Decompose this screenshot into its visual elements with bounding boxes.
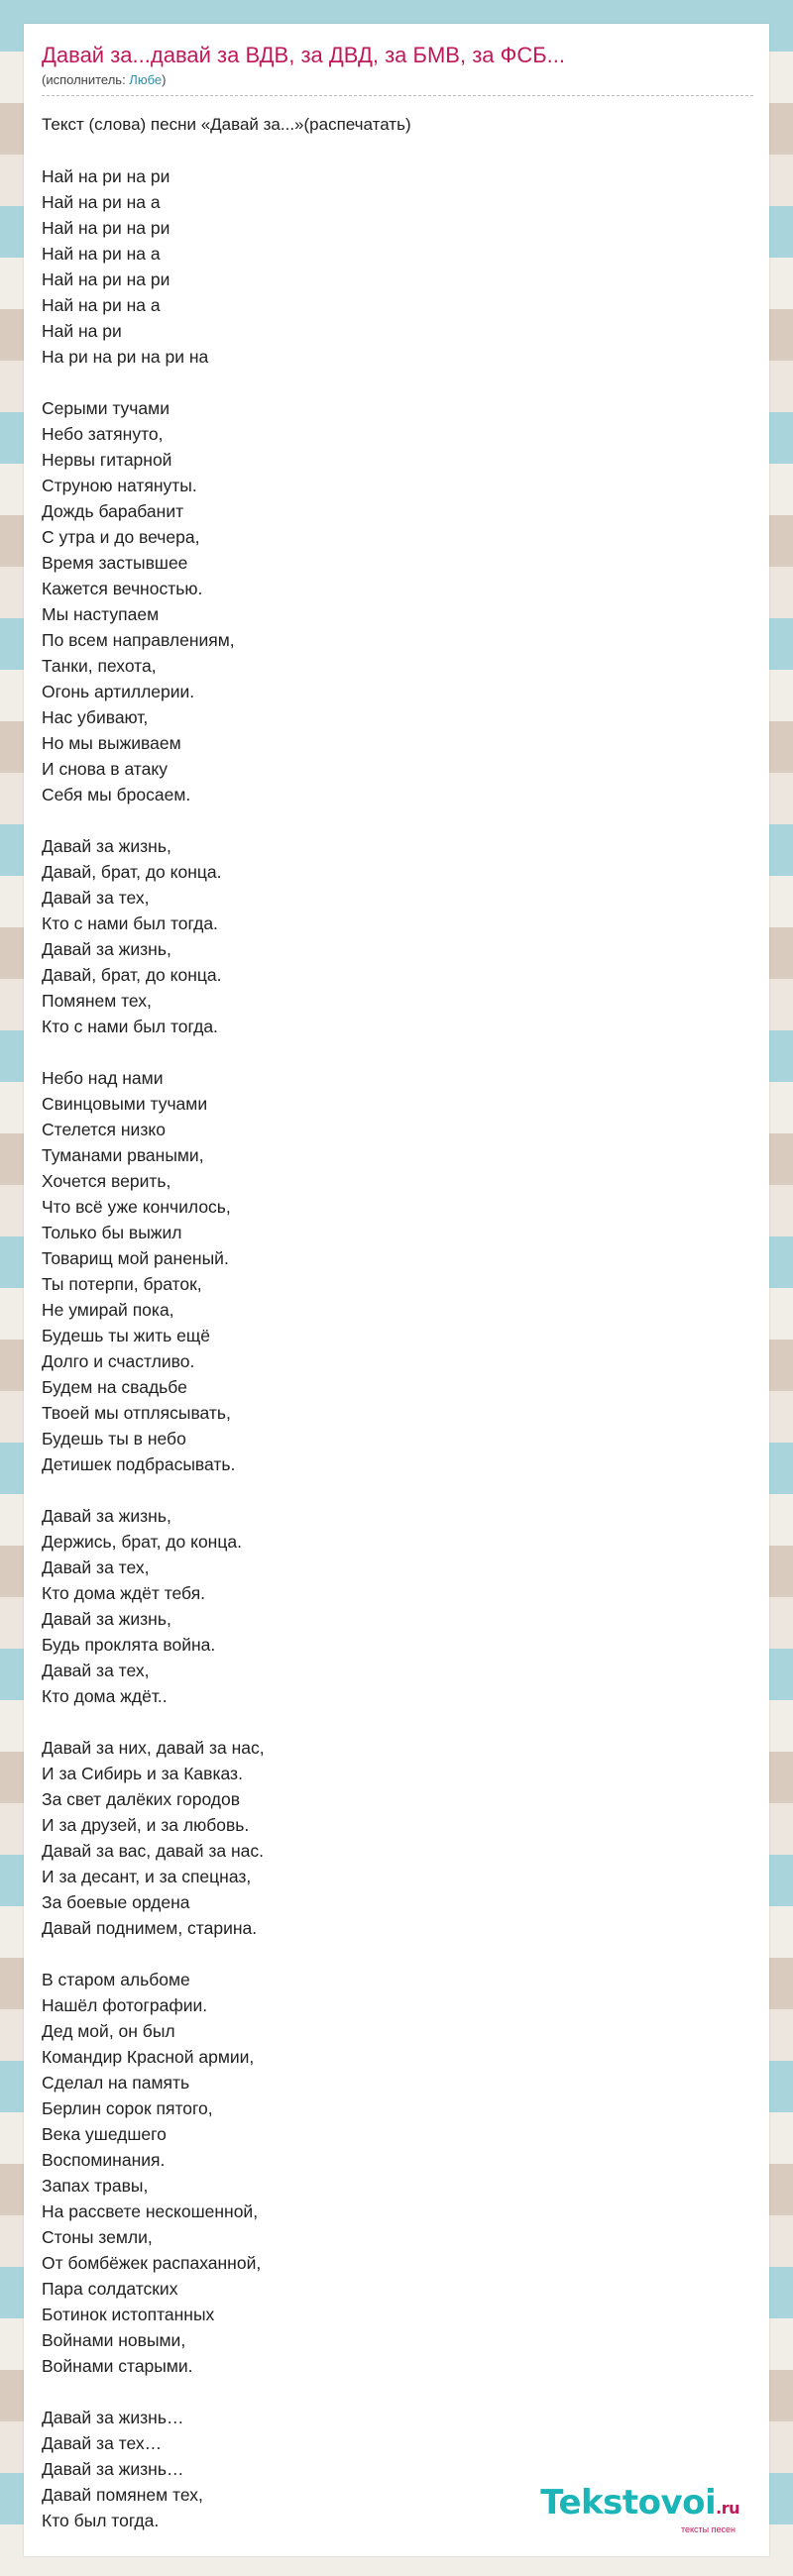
lyric-line: Не умирай пока,: [42, 1300, 174, 1320]
lyric-line: На ри на ри на ри на: [42, 347, 209, 367]
lyric-line: Дед мой, он был: [42, 2021, 175, 2041]
lyrics-stanza: [42, 833, 753, 1039]
lyric-line: Давай за жизнь,: [42, 939, 171, 959]
lyric-line: Стелется низко: [42, 1120, 166, 1139]
lyric-line: Нашёл фотографии.: [42, 1995, 208, 2015]
lyric-line: Давай за жизнь,: [42, 836, 171, 856]
lyric-line: Струною натянуты.: [42, 476, 197, 495]
logo-main-text: Tekstovoi: [540, 2483, 717, 2522]
lyric-line: Туманами рваными,: [42, 1145, 204, 1165]
lyric-line: Давай за жизнь…: [42, 2408, 184, 2427]
lyric-line: Най на ри на ри: [42, 218, 170, 238]
lyric-line: Командир Красной армии,: [42, 2047, 255, 2067]
performer-line: [42, 71, 753, 96]
logo-tld: .ru: [716, 2499, 739, 2518]
lyric-line: Твоей мы отплясывать,: [42, 1403, 231, 1423]
lyric-line: Кто был тогда.: [42, 2511, 160, 2530]
lyric-line: Но мы выживаем: [42, 733, 181, 753]
lyric-line: Ботинок истоптанных: [42, 2305, 215, 2324]
lyric-line: Пара солдатских: [42, 2279, 178, 2299]
lyric-line: Давай за тех…: [42, 2433, 163, 2453]
lyric-line: И за друзей, и за любовь.: [42, 1815, 250, 1835]
lyric-line: На рассвете нескошенной,: [42, 2201, 259, 2221]
lyric-line: Давай за жизнь,: [42, 1506, 171, 1526]
lyric-line: Только бы выжил: [42, 1223, 182, 1242]
lyric-line: Давай поднимем, старина.: [42, 1918, 258, 1938]
lyrics-stanza: [42, 1503, 753, 1709]
lyric-line: Най на ри на ри: [42, 269, 170, 289]
lyric-line: Най на ри на ри: [42, 166, 170, 186]
lyric-line: Най на ри: [42, 321, 122, 341]
lyric-line: Огонь артиллерии.: [42, 682, 195, 701]
lyric-line: Войнами новыми,: [42, 2330, 186, 2350]
lyric-line: Най на ри на а: [42, 192, 161, 212]
lyric-line: Небо над нами: [42, 1068, 164, 1088]
lyric-line: Детишек подбрасывать.: [42, 1454, 236, 1474]
lyric-line: Нервы гитарной: [42, 450, 172, 470]
lyric-line: Сделал на память: [42, 2073, 190, 2093]
lyric-line: Давай за тех,: [42, 888, 150, 908]
lyric-line: Давай помянем тех,: [42, 2485, 203, 2505]
lyric-line: Запах травы,: [42, 2176, 149, 2196]
lyric-line: Давай за тех,: [42, 1557, 150, 1577]
performer-prefix: (исполнитель:: [42, 72, 130, 87]
lyric-line: Стоны земли,: [42, 2227, 153, 2247]
content-card: [24, 24, 769, 2556]
lyric-line: Кто с нами был тогда.: [42, 913, 218, 933]
lyric-line: Товарищ мой раненый.: [42, 1248, 229, 1268]
lyric-line: Берлин сорок пятого,: [42, 2098, 213, 2118]
lyric-line: Будешь ты жить ещё: [42, 1326, 211, 1345]
lyric-line: Кто дома ждёт тебя.: [42, 1583, 206, 1603]
lyrics-stanza: [42, 163, 753, 370]
page-title: Давай за...давай за ВДВ, за ДВД, за БМВ, за ФСБ...: [42, 43, 566, 67]
lyric-line: Небо затянуто,: [42, 424, 164, 444]
lyrics-stanza: [42, 1967, 753, 2379]
lyrics-stanza: [42, 1735, 753, 1941]
lyric-line: Кто дома ждёт..: [42, 1686, 168, 1706]
lyric-line: Воспоминания.: [42, 2150, 166, 2170]
song-heading: [42, 112, 753, 138]
lyrics-stanza: [42, 395, 753, 807]
lyric-line: Кажется вечностью.: [42, 579, 203, 598]
lyric-line: Най на ри на а: [42, 244, 161, 264]
print-link[interactable]: (распечатать): [303, 115, 411, 134]
song-label: Текст (слова) песни «Давай за...»: [42, 115, 304, 134]
lyric-line: Века ушедшего: [42, 2124, 167, 2144]
lyric-line: Нас убивают,: [42, 707, 149, 727]
lyric-line: Будем на свадьбе: [42, 1377, 187, 1397]
lyric-line: И за Сибирь и за Кавказ.: [42, 1764, 243, 1783]
lyric-line: Давай за вас, давай за нас.: [42, 1841, 265, 1861]
lyric-line: Давай за жизнь…: [42, 2459, 184, 2479]
lyric-line: Дождь барабанит: [42, 501, 184, 521]
lyric-line: По всем направлениям,: [42, 630, 235, 650]
lyric-line: Держись, брат, до конца.: [42, 1532, 242, 1552]
lyric-line: Най на ри на а: [42, 295, 161, 315]
lyric-line: Давай, брат, до конца.: [42, 862, 222, 882]
lyric-line: Что всё уже кончилось,: [42, 1197, 231, 1217]
performer-link[interactable]: Любе: [129, 72, 163, 87]
lyrics-body: [42, 163, 753, 2533]
lyric-line: Свинцовыми тучами: [42, 1094, 208, 1114]
lyric-line: Долго и счастливо.: [42, 1351, 195, 1371]
lyric-line: Помянем тех,: [42, 991, 152, 1011]
performer-suffix: ): [162, 72, 167, 87]
logo-wordmark: [540, 2485, 739, 2526]
lyric-line: Будь проклята война.: [42, 1635, 216, 1655]
lyric-line: Ты потерпи, браток,: [42, 1274, 202, 1294]
lyric-line: И снова в атаку: [42, 759, 168, 779]
lyric-line: Мы наступаем: [42, 604, 160, 624]
lyric-line: Будешь ты в небо: [42, 1429, 186, 1449]
lyric-line: Время застывшее: [42, 553, 188, 573]
lyric-line: От бомбёжек распаханной,: [42, 2253, 262, 2273]
lyric-line: Войнами старыми.: [42, 2356, 193, 2376]
lyric-line: Давай, брат, до конца.: [42, 965, 222, 985]
lyric-line: Кто с нами был тогда.: [42, 1017, 218, 1036]
lyric-line: Серыми тучами: [42, 398, 170, 418]
logo-subtitle: тексты песен: [680, 2524, 736, 2534]
site-logo[interactable]: [540, 2485, 739, 2534]
lyric-line: За свет далёких городов: [42, 1789, 241, 1809]
lyric-line: Хочется верить,: [42, 1171, 171, 1191]
lyric-line: В старом альбоме: [42, 1970, 190, 1989]
lyric-line: Давай за тех,: [42, 1661, 150, 1680]
lyric-line: И за десант, и за спецназ,: [42, 1867, 252, 1886]
lyric-line: Себя мы бросаем.: [42, 785, 191, 805]
lyrics-stanza: [42, 1065, 753, 1477]
lyric-line: Давай за жизнь,: [42, 1609, 171, 1629]
lyric-line: Давай за них, давай за нас,: [42, 1738, 265, 1758]
lyric-line: За боевые ордена: [42, 1892, 190, 1912]
lyric-line: Танки, пехота,: [42, 656, 157, 676]
lyric-line: С утра и до вечера,: [42, 527, 200, 547]
